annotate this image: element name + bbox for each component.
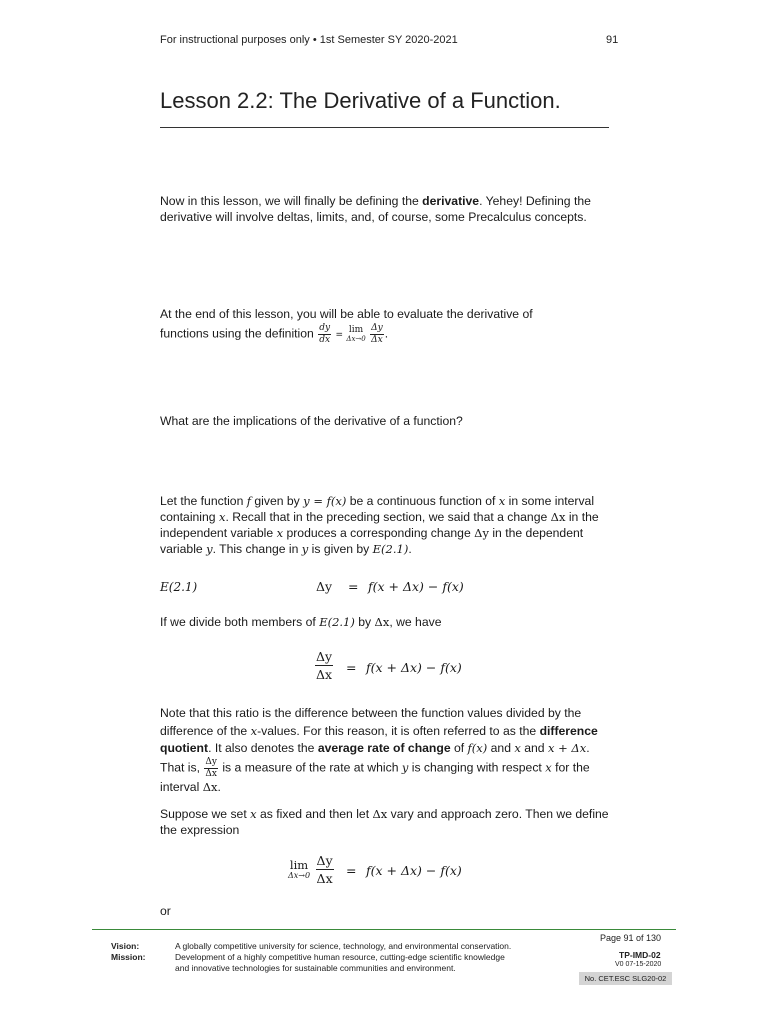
or-text: or <box>160 904 171 918</box>
intro-paragraph <box>160 193 610 225</box>
page-of-count: Page 91 of 130 <box>600 933 662 943</box>
term-average-rate-of-change: average rate of change <box>317 741 451 755</box>
mission-label: Mission: <box>111 952 146 962</box>
delta-ratio: $\frac{\Delta y}{\Delta x}$ <box>371 323 383 345</box>
limit-fraction: $\frac{\Delta y}{\Delta x}$ <box>316 853 333 886</box>
equation-label: E(2.1) <box>160 580 198 594</box>
inline-ratio: $\frac{\Delta y}{\Delta x}$ <box>205 756 217 779</box>
objective-line-2: functions using the definition $\frac{dy}{dx}$ = lim Δx→0 $\frac{\Delta y}{\Delta x}$ . <box>160 323 389 345</box>
equation-e21-rhs: f(x + Δx) − f(x) <box>368 579 464 594</box>
ratio-fraction: $\frac{\Delta y}{\Delta x}$ <box>316 649 333 682</box>
intro-bold-term: derivative <box>422 194 480 208</box>
equation-e21-equals: = <box>348 579 359 594</box>
guiding-question: What are the implications of the derivative of a function? <box>160 414 463 428</box>
document-code: TP-IMD-02 <box>619 950 661 960</box>
limit-equals: = <box>346 863 357 878</box>
mission-text-2: and innovative technologies for sustainable communities and environment. <box>175 963 456 973</box>
divide-paragraph: If we divide both members of E(2.1) by Δx, we have <box>160 615 442 629</box>
term-difference-quotient: difference quotient <box>160 723 598 755</box>
footer-divider <box>92 929 676 930</box>
control-number-badge: No. CET.ESC SLG20-02 <box>579 972 672 985</box>
header-course-info: For instructional purposes only • 1st Semester SY 2020-2021 <box>160 34 458 46</box>
limit-operator-display: lim Δx→0 <box>288 857 311 881</box>
vision-label: Vision: <box>111 941 140 951</box>
version-date: V0 07-15-2020 <box>615 961 662 968</box>
vision-text: A globally competitive university for science, technology, and environmental conservation. <box>175 941 512 951</box>
derivative-notation: $\frac{dy}{dx}$ <box>319 323 331 345</box>
suppose-paragraph: Suppose we set x as fixed and then let Δx vary and approach zero. Then we define the expression <box>160 807 609 837</box>
ratio-equals: = <box>346 660 357 675</box>
intro-text-rest: . Yehey! Defining the derivative will involve deltas, limits, and, of course, some Precalculus concepts. <box>160 194 591 224</box>
objective-line-1: At the end of this lesson, you will be able to evaluate the derivative of <box>160 307 533 321</box>
limit-equation <box>288 855 335 885</box>
mission-text-1: Development of a highly competitive human resource, cutting-edge scientific knowledge <box>175 952 505 962</box>
header-text <box>160 34 458 46</box>
limit-operator: lim Δx→0 <box>346 325 366 343</box>
title-divider <box>160 127 609 128</box>
objective-text: functions using the definition <box>160 326 314 341</box>
lesson-title: Lesson 2.2: The Derivative of a Function. <box>160 88 561 113</box>
difference-quotient-equation <box>314 651 334 681</box>
objective-paragraph <box>160 306 610 345</box>
equation-e21-lhs: Δy <box>316 579 333 594</box>
intro-text: Now in this lesson, we will finally be defining the <box>160 194 423 208</box>
limit-rhs: f(x + Δx) − f(x) <box>366 863 462 878</box>
header-page-number: 91 <box>606 34 619 46</box>
note-paragraph: Note that this ratio is the difference between the function values divided by the difference of the x-values. For this reason, it is often referred to as the difference quotient. It also denotes the average rate of change of f(x) and x and x + Δx. That is, $\frac{\Delta y}{\Delta x}$ is a measure of the rate at which y is changing with respect x for the interval Δx. <box>160 706 598 794</box>
ratio-rhs: f(x + Δx) − f(x) <box>366 660 462 675</box>
let-paragraph: Let the function f given by y = f(x) be a continuous function of x in some interval containing x. Recall that in the preceding section, we said that a change Δx in the independent variable x produces a corresponding change Δy in the dependent variable y. This change in y is given by E(2.1). <box>160 494 599 556</box>
equals-sign: = <box>335 330 343 341</box>
